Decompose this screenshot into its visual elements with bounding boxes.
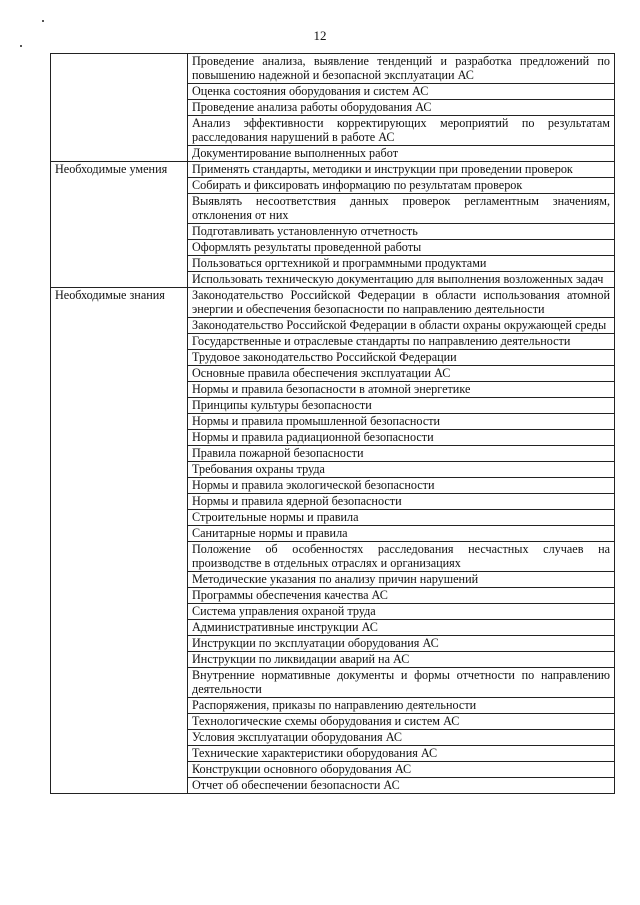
- item-text: Отчет об обеспечении безопасности АС: [192, 778, 400, 792]
- table-cell: [188, 620, 615, 636]
- table-cell: [188, 714, 615, 730]
- item-text: Собирать и фиксировать информацию по результатам проверок: [192, 178, 523, 192]
- table-cell: [188, 572, 615, 588]
- item-text: Пользоваться оргтехникой и программными продуктами: [192, 256, 487, 270]
- item-text: Строительные нормы и правила: [192, 510, 359, 524]
- item-text: Требования охраны труда: [192, 462, 325, 476]
- item-text: Использовать техническую документацию для выполнения возложенных задач: [192, 272, 604, 286]
- item-text: Выявлять несоответствия данных проверок регламентным значениям, отклонения от них: [192, 194, 610, 222]
- table-cell: [188, 588, 615, 604]
- item-text: Законодательство Российской Федерации в области использования атомной энергии и обеспечения безопасности по направлению деятельности: [192, 288, 610, 316]
- table-cell: [188, 730, 615, 746]
- table-cell: [188, 414, 615, 430]
- table-cell: [188, 100, 615, 116]
- table-cell: [188, 334, 615, 350]
- section-label: Необходимые умения: [51, 162, 188, 288]
- table-cell: [188, 366, 615, 382]
- table-cell: [188, 382, 615, 398]
- item-text: Методические указания по анализу причин нарушений: [192, 572, 479, 586]
- item-text: Инструкции по эксплуатации оборудования АС: [192, 636, 439, 650]
- item-text: Программы обеспечения качества АС: [192, 588, 388, 602]
- section-label: Необходимые знания: [51, 288, 188, 794]
- table-cell: [188, 494, 615, 510]
- item-text: Нормы и правила радиационной безопасности: [192, 430, 434, 444]
- item-text: Оформлять результаты проведенной работы: [192, 240, 422, 254]
- item-text: Документирование выполненных работ: [192, 146, 399, 160]
- table-cell: [188, 478, 615, 494]
- table-cell: [188, 446, 615, 462]
- scan-mark: [42, 20, 44, 22]
- table-cell: [188, 542, 615, 572]
- item-text: Принципы культуры безопасности: [192, 398, 372, 412]
- page-number: 12: [313, 28, 327, 43]
- section-label: [51, 54, 188, 162]
- table-cell: [188, 462, 615, 478]
- item-text: Санитарные нормы и правила: [192, 526, 348, 540]
- table-cell: [188, 526, 615, 542]
- item-text: Нормы и правила экологической безопасности: [192, 478, 435, 492]
- table-cell: [188, 636, 615, 652]
- table-cell: [188, 510, 615, 526]
- item-text: Распоряжения, приказы по направлению деятельности: [192, 698, 477, 712]
- table-cell: [188, 652, 615, 668]
- item-text: Проведение анализа, выявление тенденций и разработка предложений по повышению надежной и безопасной эксплуатации АС: [192, 54, 610, 82]
- scan-mark: [20, 45, 22, 47]
- table-cell: [188, 240, 615, 256]
- table-row: [51, 162, 615, 178]
- item-text: Основные правила обеспечения эксплуатации АС: [192, 366, 451, 380]
- table-cell: [188, 224, 615, 240]
- table-cell: [188, 84, 615, 100]
- item-text: Условия эксплуатации оборудования АС: [192, 730, 403, 744]
- item-text: Внутренние нормативные документы и формы отчетности по направлению деятельности: [192, 668, 610, 696]
- item-text: Административные инструкции АС: [192, 620, 378, 634]
- item-text: Технические характеристики оборудования АС: [192, 746, 438, 760]
- item-text: Нормы и правила безопасности в атомной энергетике: [192, 382, 471, 396]
- table-cell: [188, 430, 615, 446]
- item-text: Правила пожарной безопасности: [192, 446, 364, 460]
- item-text: Нормы и правила промышленной безопасности: [192, 414, 441, 428]
- table-cell: [188, 194, 615, 224]
- table-cell: [188, 272, 615, 288]
- table-cell: [188, 746, 615, 762]
- table-cell: [188, 54, 615, 84]
- item-text: Трудовое законодательство Российской Федерации: [192, 350, 457, 364]
- requirements-table: [50, 53, 615, 794]
- table-row: [51, 288, 615, 318]
- table-cell: [188, 146, 615, 162]
- item-text: Система управления охраной труда: [192, 604, 376, 618]
- table-cell: [188, 668, 615, 698]
- table-body: [51, 54, 615, 794]
- item-text: Проведение анализа работы оборудования АС: [192, 100, 432, 114]
- item-text: Законодательство Российской Федерации в области охраны окружающей среды: [192, 318, 607, 332]
- table-cell: [188, 116, 615, 146]
- table-cell: [188, 398, 615, 414]
- item-text: Технологические схемы оборудования и систем АС: [192, 714, 460, 728]
- table-cell: [188, 256, 615, 272]
- item-text: Конструкции основного оборудования АС: [192, 762, 412, 776]
- table-cell: [188, 162, 615, 178]
- item-text: Положение об особенностях расследования несчастных случаев на производстве в отдельных отраслях и организациях: [192, 542, 610, 570]
- table-cell: [188, 318, 615, 334]
- item-text: Анализ эффективности корректирующих мероприятий по результатам расследования нарушений в работе АС: [192, 116, 610, 144]
- item-text: Оценка состояния оборудования и систем АС: [192, 84, 429, 98]
- table-row: [51, 54, 615, 84]
- item-text: Инструкции по ликвидации аварий на АС: [192, 652, 410, 666]
- item-text: Государственные и отраслевые стандарты по направлению деятельности: [192, 334, 571, 348]
- table-cell: [188, 350, 615, 366]
- item-text: Подготавливать установленную отчетность: [192, 224, 418, 238]
- item-text: Нормы и правила ядерной безопасности: [192, 494, 402, 508]
- table-cell: [188, 762, 615, 778]
- table-cell: [188, 178, 615, 194]
- table-cell: [188, 778, 615, 794]
- item-text: Применять стандарты, методики и инструкции при проведении проверок: [192, 162, 573, 176]
- table-cell: [188, 604, 615, 620]
- table-cell: [188, 288, 615, 318]
- table-cell: [188, 698, 615, 714]
